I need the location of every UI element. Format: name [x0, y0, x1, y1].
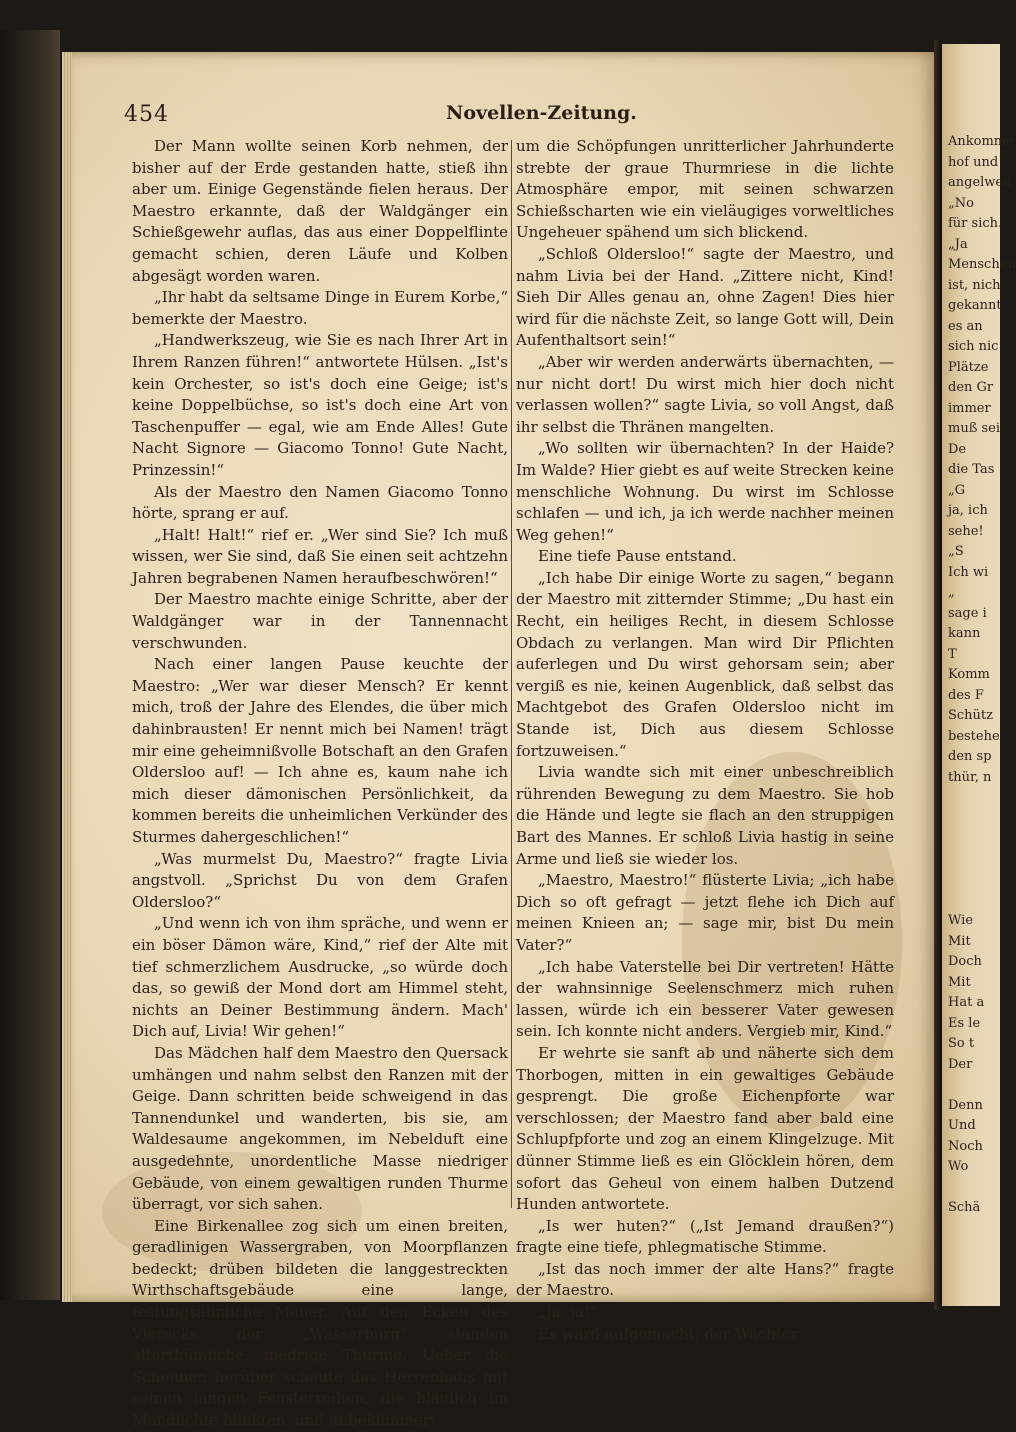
facing-page-line: Schä — [948, 1200, 981, 1215]
page-number: 454 — [124, 102, 169, 127]
paragraph: „Handwerkszeug, wie Sie es nach Ihrer Art in Ihrem Ranzen führen!“ antwortete Hülsen. „Ist's kein Orchester, so ist's doch eine Geige; ist's keine Doppelbüchse, so ist's doch eine Art von Taschenpuffer — egal, wie am Ende Alles! Gute Nacht Signore — Giacomo Tonno! Gute Nacht, Prinzessin!“ — [132, 331, 508, 479]
facing-page-line: Doch — [948, 954, 982, 969]
left-text-column — [132, 136, 508, 1432]
facing-page-line: des F — [948, 687, 984, 703]
facing-page-line: Schütz — [948, 708, 994, 723]
paragraph: Der Mann wollte seinen Korb nehmen, der bisher auf der Erde gestanden hatte, stieß ihn aber um. Einige Gegenstände fielen heraus. Der Maestro erkannte, daß der Waldgänger ein Schießgewehr auflas, das aus einer Doppelflinte gemacht schien, deren Läufe und Kolben abgesägt worden waren. — [132, 137, 508, 285]
paragraph: „Is wer huten?“ („Ist Jemand draußen?“) fragte eine tiefe, phlegmatische Stimme. — [516, 1216, 894, 1257]
paragraph: „Ja, ja!“ — [538, 1303, 598, 1322]
paragraph: „Ich habe Dir einige Worte zu sagen,“ begann der Maestro mit zitternder Stimme; „Du hast ein Recht, ein heiliges Recht, in diesem Schlosse Obdach zu verlangen. Man wird Dir Pflichten auferlegen und Du wirst gehorsam sein; aber vergiß es nie, keinen Augenblick, daß selbst das Machtgebot des Grafen Oldersloo nicht im Stande ist, Dich aus diesem Schlosse fortzuweisen.“ — [516, 568, 894, 760]
facing-page-line: es an — [948, 318, 983, 334]
paragraph: um die Schöpfungen unritterlicher Jahrhunderte strebte der graue Thurmriese in die lichte Atmosphäre empor, mit seinen schwarzen Schießscharten wie ein vieläugiges vorweltliches Ungeheuer spähend um sich blickend. — [516, 137, 894, 242]
paragraph: „Aber wir werden anderwärts übernachten, — nur nicht dort! Du wirst mich hier doch nicht verlassen wollen?“ sagte Livia, so voll Angst, daß ihr selbst die Thränen mangelten. — [516, 352, 894, 436]
facing-page-line — [948, 891, 1000, 912]
book-gutter — [934, 40, 942, 1310]
facing-page-line: Mit — [948, 933, 971, 949]
paragraph: Das Mädchen half dem Maestro den Quersack umhängen und nahm selbst den Ranzen mit der Geige. Dann schritten beide schweigend in das Tannendunkel und wanderten, bis sie, am Waldesaume angekommen, im Nebelduft eine ausgedehnte, unordentliche Masse niedriger Gebäude, von einem gewaltigen runden Thurme überragt, vor sich sahen. — [132, 1043, 508, 1214]
paragraph: Eine Birkenallee zog sich um einen breiten, geradlinigen Wassergraben, von Moorpflanzen bedeckt; drüben bildeten die langgestreckten Wirthschaftsgebäude eine lange, festungsähnliche Mauer. Auf den Ecken des Vierecks der „Wasserburg“ standen alterthümliche, niedrige Thürme. Ueber die Scheunen herüber schaute das Herrenhaus mit seinen langen Fensterreihen, die bläulich im Mondlichte blinkten, und unbekümmert — [132, 1216, 508, 1430]
facing-page-text — [948, 132, 1016, 1219]
facing-page-line — [948, 850, 1000, 871]
facing-page-line: Menschen — [948, 257, 1016, 272]
facing-page-line: den Gr — [948, 380, 994, 395]
facing-page-line — [948, 829, 1000, 850]
facing-page-line: muß sei — [948, 421, 1001, 436]
paragraph: „Halt! Halt!“ rief er. „Wer sind Sie? Ich muß wissen, wer Sie sind, daß Sie einen seit achtzehn Jahren begrabenen Namen heraufbeschwören!“ — [132, 525, 508, 587]
running-title: Novellen-Zeitung. — [446, 102, 637, 124]
paragraph: „Was murmelst Du, Maestro?“ fragte Livia angstvoll. „Sprichst Du von dem Grafen Oldersloo?“ — [132, 849, 508, 911]
paragraph: Nach einer langen Pause keuchte der Maestro: „Wer war dieser Mensch? Er kennt mich, troß der Jahre des Elendes, die über mich dahinbrausten! Er nennt mich bei Namen! trägt mir eine geheimnißvolle Botschaft an den Grafen Oldersloo auf! — Ich ahne es, kaum nahe ich mich dieser dämonischen Persönlichkeit, da kommen bereits die unheimlichen Verkünder des Sturmes dahergeschlichen!“ — [132, 655, 508, 846]
facing-page-line: „S — [948, 544, 964, 559]
paragraph: „Ich habe Vaterstelle bei Dir vertreten! Hätte der wahnsinnige Seelenschmerz mich ruhen lassen, würde ich ein besserer Vater gewesen sein. Ich konnte nicht anders. Vergieb mir, Kind.“ — [516, 957, 894, 1041]
facing-page-line: den sp — [948, 749, 992, 764]
facing-page-line: Hat a — [948, 995, 985, 1010]
facing-page-line: Mit — [948, 974, 971, 990]
facing-page-line: sage i — [948, 605, 987, 621]
facing-page-line — [948, 870, 1000, 891]
page-header — [124, 98, 914, 132]
facing-page-line: Plätze — [948, 359, 989, 375]
facing-page-line: immer — [948, 400, 991, 416]
facing-page-line: „No — [948, 195, 974, 211]
facing-page-line: Noch — [948, 1138, 983, 1154]
facing-page-line: sehe! — [948, 523, 984, 539]
facing-page-line — [948, 788, 1000, 809]
paragraph: „Schloß Oldersloo!“ sagte der Maestro, und nahm Livia bei der Hand. „Zittere nicht, Kind! Sieh Dir Alles genau an, ohne Zagen! Dies hier wird für die nächste Zeit, so lange Gott will, Dein Aufenthaltsort sein!“ — [516, 244, 894, 350]
paragraph: Er wehrte sie sanft ab und näherte sich dem Thorbogen, mitten in ein gewaltiges Gebäude gesprengt. Die große Eichenpforte war verschlossen; der Maestro fand aber bald eine Schlupfpforte und zog an einem Klingelzuge. Mit dünner Stimme ließ es ein Glöcklein hören, dem sofort das Geheul von einem halben Dutzend Hunden antwortete. — [516, 1043, 894, 1214]
column-divider — [511, 140, 512, 1208]
facing-page-line: ja, ich — [948, 503, 988, 518]
facing-page-line: Wie — [948, 913, 973, 928]
facing-page-line: De — [948, 441, 967, 457]
facing-page-line — [948, 1075, 1000, 1096]
facing-page-line: für sich. — [948, 216, 1003, 231]
facing-page-line: gekannt — [948, 298, 1002, 313]
paragraph: „Und wenn ich von ihm spräche, und wenn er ein böser Dämon wäre, Kind,“ rief der Alte mit tief schmerzlichem Ausdrucke, „so würde doch das, so gewiß der Mond dort am Himmel steht, nichts an Deiner Bestimmung ändern. Mach' Dich auf, Livia! Wir gehen!“ — [132, 914, 508, 1041]
facing-page-line — [948, 1178, 1000, 1199]
paragraph: Der Maestro machte einige Schritte, aber der Waldgänger war in der Tannennacht verschwunden. — [132, 590, 508, 652]
facing-page-line: „G — [948, 482, 966, 498]
facing-page-line: Ankomme — [948, 134, 1014, 149]
facing-page-line: thür, n — [948, 769, 992, 785]
facing-page-line: So t — [948, 1036, 975, 1051]
facing-page-line: bestehe — [948, 728, 1000, 744]
facing-page-line: angelweit — [948, 175, 1013, 190]
paragraph: Livia wandte sich mit einer unbeschreiblich rührenden Bewegung zu dem Maestro. Sie hob die Hände und legte sie flach an den struppigen Bart des Mannes. Er schloß Livia hastig in seine Arme und ließ sie wieder los. — [516, 763, 894, 868]
facing-page-line: T — [948, 646, 957, 662]
facing-page-line — [948, 809, 1000, 830]
facing-page-line: Und — [948, 1118, 976, 1133]
facing-page-line: ist, nich — [948, 277, 1001, 293]
facing-page-line: sich nic — [948, 339, 999, 354]
facing-page-line: kann — [948, 626, 981, 641]
facing-page-line: „Ja — [948, 236, 968, 252]
paragraph: „Ist das noch immer der alte Hans?“ fragte der Maestro. — [516, 1259, 894, 1300]
facing-page-line: Denn — [948, 1097, 983, 1113]
paragraph: „Maestro, Maestro!“ flüsterte Livia; „ich habe Dich so oft gefragt — jetzt flehe ich Dich auf meinen Knieen an; — sage mir, bist Du mein Vater?“ — [516, 871, 894, 954]
facing-page-line: „ — [948, 585, 955, 600]
paragraph: Es ward aufgemacht; der Wächter — [538, 1324, 799, 1343]
facing-page-line: Komm — [948, 667, 990, 682]
facing-page-line: Ich wi — [948, 564, 989, 580]
facing-page-line: Der — [948, 1056, 973, 1072]
page-stack-edge — [62, 52, 72, 1302]
facing-page-line: Es le — [948, 1015, 981, 1031]
paragraph: „Wo sollten wir übernachten? In der Haide? Im Walde? Hier giebt es auf weite Strecken keine menschliche Wohnung. Du wirst im Schlosse schlafen — und ich, ja ich werde nachher meinen Weg gehen!“ — [516, 439, 894, 544]
paragraph: „Ihr habt da seltsame Dinge in Eurem Korbe,“ bemerkte der Maestro. — [132, 288, 508, 328]
book-spine — [0, 30, 60, 1300]
right-text-column — [516, 136, 894, 1345]
paragraph: Als der Maestro den Namen Giacomo Tonno hörte, sprang er auf. — [132, 482, 508, 523]
facing-page-line: Wo — [948, 1159, 969, 1174]
paragraph: Eine tiefe Pause entstand. — [538, 547, 737, 566]
facing-page-line: hof und — [948, 154, 999, 170]
facing-page-line: die Tas — [948, 462, 995, 477]
